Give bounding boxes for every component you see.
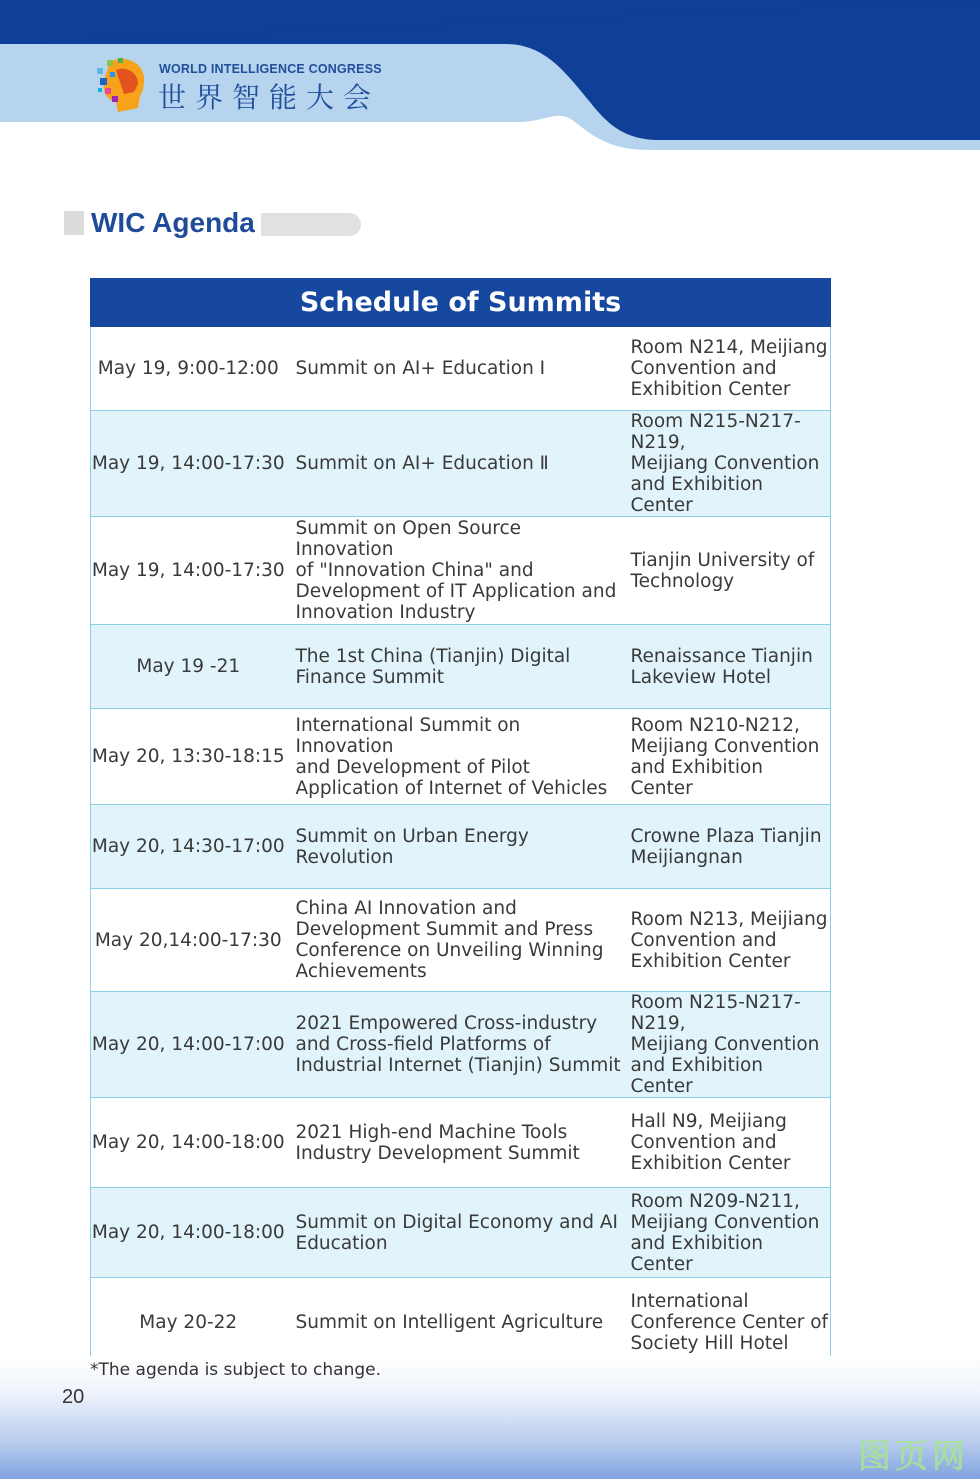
summit-name: [286, 517, 623, 625]
summit-name-line: Achievements: [295, 961, 427, 982]
summit-name-line: and Cross-field Platforms of: [295, 1034, 551, 1055]
summit-date: May 20, 14:00-17:00: [91, 992, 286, 1098]
summit-name-line: Application of Internet of Vehicles: [295, 777, 608, 799]
summit-name: [286, 992, 623, 1098]
summit-venue: [623, 327, 831, 411]
summit-venue-line: and Exhibition Center: [630, 756, 764, 799]
summit-name-line: Development of IT Application and: [295, 581, 617, 602]
summit-date: May 19 -21: [91, 625, 286, 709]
watermark-text: 图页网: [858, 1437, 969, 1474]
summit-venue-line: Lakeview Hotel: [630, 666, 772, 688]
table-row: [91, 327, 831, 411]
summit-date: May 19, 14:00-17:30: [91, 517, 286, 625]
logo-chinese-text: 世界智能大会: [158, 82, 381, 113]
summit-schedule-table: [90, 278, 831, 1368]
summit-date: May 20, 14:00-18:00: [91, 1188, 286, 1278]
table-row: [91, 411, 831, 517]
summit-venue-line: Room N210-N212,: [630, 714, 800, 736]
summit-venue-line: Conference Center of: [630, 1312, 829, 1333]
title-right-marker: [261, 213, 361, 236]
summit-venue-line: Renaissance Tianjin: [630, 645, 813, 667]
summit-venue-line: Room N209-N211,: [630, 1190, 800, 1212]
summit-venue: [623, 625, 831, 709]
summit-venue: [623, 709, 831, 805]
summit-date: May 20-22: [91, 1278, 286, 1368]
summit-name-line: Development Summit and Press: [295, 919, 594, 940]
summit-date: May 20, 14:00-18:00: [91, 1098, 286, 1188]
summit-name-line: 2021 High-end Machine Tools: [295, 1121, 568, 1143]
table-title: Schedule of Summits: [91, 279, 831, 327]
summit-venue-line: Crowne Plaza Tianjin: [630, 825, 822, 847]
table-row: [91, 517, 831, 625]
page-number: 20: [62, 1386, 85, 1408]
summit-date: May 20, 13:30-18:15: [91, 709, 286, 805]
summit-venue: [623, 889, 831, 992]
summit-venue-line: International: [630, 1291, 749, 1312]
table-row: [91, 1188, 831, 1278]
summit-date: May 19, 9:00-12:00: [91, 327, 286, 411]
summit-name-line: Summit on AI+ Education Ⅰ: [295, 358, 546, 379]
summit-date: May 20,14:00-17:30: [91, 889, 286, 992]
summit-venue-line: and Exhibition Center: [630, 1232, 764, 1275]
summit-name: [286, 1098, 623, 1188]
summit-venue-line: Convention and: [630, 358, 777, 379]
summit-name-line: Summit on Open Source Innovation: [295, 518, 522, 560]
logo-english-text: WORLD INTELLIGENCE CONGRESS: [159, 62, 382, 76]
summit-venue-line: Meijiang Convention: [630, 1034, 820, 1055]
summit-name-line: Summit on Digital Economy and AI: [295, 1211, 618, 1233]
table-row: [91, 709, 831, 805]
summit-venue-line: Meijiangnan: [630, 846, 743, 868]
summit-venue-line: Tianjin University of: [630, 549, 815, 571]
summit-venue: [623, 517, 831, 625]
summit-venue-line: and Exhibition Center: [630, 1055, 764, 1097]
summit-venue: [623, 1278, 831, 1368]
summit-name-line: 2021 Empowered Cross-industry: [295, 1013, 598, 1034]
summit-name-line: and Development of Pilot: [295, 756, 530, 778]
summit-date: May 20, 14:30-17:00: [91, 805, 286, 889]
page-header: [0, 0, 980, 160]
summit-name: [286, 625, 623, 709]
summit-venue-line: Room N215-N217-N219,: [630, 992, 801, 1034]
summit-date: May 19, 14:00-17:30: [91, 411, 286, 517]
summit-venue-line: Room N215-N217-N219,: [630, 411, 801, 453]
summit-name: [286, 889, 623, 992]
summit-venue-line: Society Hill Hotel: [630, 1333, 789, 1354]
summit-name-line: Industry Development Summit: [295, 1142, 580, 1164]
section-title-text: WIC Agenda: [91, 207, 255, 238]
summit-name-line: Innovation Industry: [295, 602, 476, 623]
summit-name-line: Conference on Unveiling Winning: [295, 940, 604, 961]
summit-venue-line: Exhibition Center: [630, 379, 791, 400]
summit-venue-line: Meijiang Convention: [630, 1211, 820, 1233]
summit-venue: [623, 1098, 831, 1188]
table-row: [91, 625, 831, 709]
summit-name-line: The 1st China (Tianjin) Digital: [295, 645, 571, 667]
summit-venue-line: Exhibition Center: [630, 1153, 791, 1174]
summit-venue-line: and Exhibition Center: [630, 474, 764, 516]
summit-venue-line: Meijiang Convention: [630, 735, 820, 757]
table-row: [91, 889, 831, 992]
summit-venue-line: Exhibition Center: [630, 950, 791, 972]
summit-name-line: of "Innovation China" and: [295, 560, 534, 581]
summit-venue-line: Meijiang Convention: [630, 453, 820, 474]
summit-venue-line: Convention and: [630, 1132, 777, 1153]
summit-name-line: Industrial Internet (Tianjin) Summit: [295, 1055, 621, 1076]
summit-name: [286, 1278, 623, 1368]
summit-name-line: Summit on Urban Energy: [295, 825, 529, 847]
summit-name-line: Revolution: [295, 846, 394, 868]
summit-venue: [623, 805, 831, 889]
summit-name: [286, 1188, 623, 1278]
summit-venue: [623, 992, 831, 1098]
summit-name: [286, 411, 623, 517]
summit-venue-line: Room N213, Meijiang: [630, 908, 828, 930]
agenda-note: *The agenda is subject to change.: [90, 1360, 382, 1380]
table-row: [91, 1098, 831, 1188]
summit-venue-line: Technology: [630, 570, 735, 592]
summit-name-line: China AI Innovation and: [295, 898, 517, 919]
summit-name: [286, 805, 623, 889]
summit-venue: [623, 411, 831, 517]
summit-venue-line: Hall N9, Meijiang: [630, 1111, 787, 1132]
summit-name-line: International Summit on Innovation: [295, 714, 521, 757]
title-left-marker: [64, 211, 84, 235]
summit-name-line: Finance Summit: [295, 666, 445, 688]
table-row: [91, 805, 831, 889]
wic-head-icon: [96, 56, 148, 116]
summit-venue: [623, 1188, 831, 1278]
table-row: [91, 1278, 831, 1368]
summit-venue-line: Convention and: [630, 929, 777, 951]
summit-name-line: Education: [295, 1232, 388, 1254]
summit-name-line: Summit on AI+ Education Ⅱ: [295, 453, 549, 474]
table-row: [91, 992, 831, 1098]
summit-venue-line: Room N214, Meijiang: [630, 337, 828, 358]
summit-name: [286, 327, 623, 411]
summit-name-line: Summit on Intelligent Agriculture: [295, 1312, 604, 1333]
summit-name: [286, 709, 623, 805]
